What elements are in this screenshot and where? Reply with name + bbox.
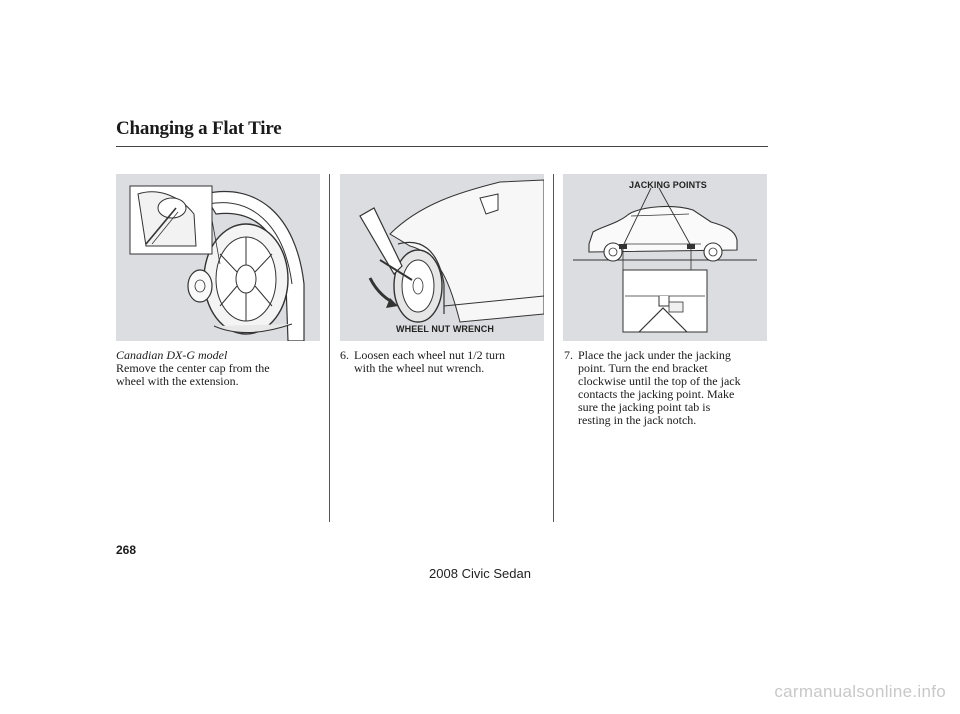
title-rule <box>116 146 768 147</box>
left-line-1: Remove the center cap from the <box>116 361 270 375</box>
step-6-text <box>354 349 505 375</box>
step-7-line-2: point. Turn the end bracket <box>578 361 708 375</box>
step-7-text <box>578 349 741 427</box>
figure-wheel-nut-wrench <box>340 174 544 341</box>
step-7-line-4: contacts the jacking point. Make <box>578 387 735 401</box>
section-title: Changing a Flat Tire <box>116 118 282 139</box>
page-number: 268 <box>116 543 137 557</box>
jacking-points-label: JACKING POINTS <box>629 180 707 190</box>
center-cap-illustration <box>116 174 320 341</box>
figure-center-cap-removal <box>116 174 320 341</box>
step-6-line-1: Loosen each wheel nut 1/2 turn <box>354 348 505 362</box>
step-7-line-3: clockwise until the top of the jack <box>578 374 741 388</box>
footer-document-name: 2008 Civic Sedan <box>429 566 531 581</box>
left-line-2: wheel with the extension. <box>116 374 239 388</box>
step-7-line-1: Place the jack under the jacking <box>578 348 731 362</box>
site-watermark: carmanualsonline.info <box>774 682 946 701</box>
figure-jacking-points <box>563 174 767 341</box>
jacking-points-illustration <box>563 174 767 341</box>
step-7-line-6: resting in the jack notch. <box>578 413 697 427</box>
left-instruction-text <box>116 362 270 388</box>
wheel-nut-wrench-illustration <box>340 174 544 341</box>
step-number-7: 7. <box>564 348 573 362</box>
figure-caption: Canadian DX-G model <box>116 348 228 362</box>
wheel-nut-wrench-label: WHEEL NUT WRENCH <box>396 324 494 334</box>
column-divider-right <box>553 174 554 522</box>
column-divider-left <box>329 174 330 522</box>
step-number-6: 6. <box>340 348 349 362</box>
step-7-line-5: sure the jacking point tab is <box>578 400 711 414</box>
step-6-line-2: with the wheel nut wrench. <box>354 361 485 375</box>
